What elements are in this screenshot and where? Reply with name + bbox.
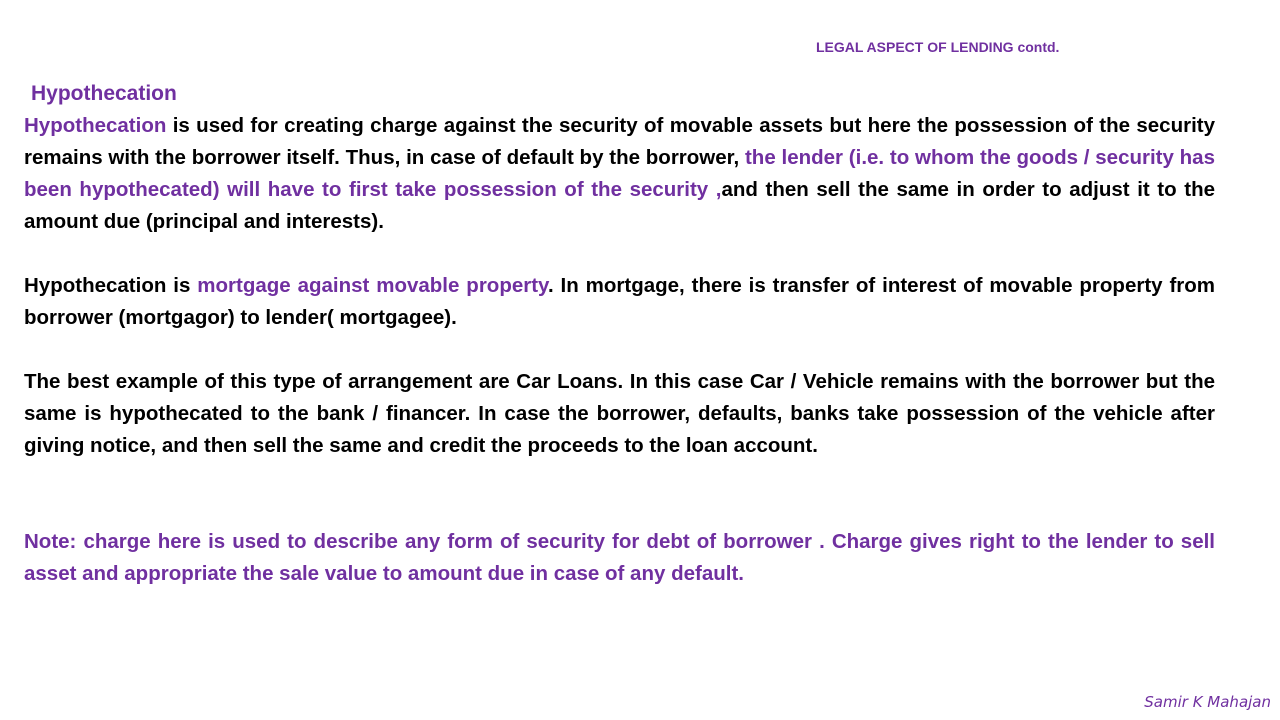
mortgage-paragraph <box>24 270 1215 334</box>
charge-note-paragraph: Note: charge here is used to describe any form of security for debt of borrower . Charge gives right to the lender to sell asset and appropriate the sale value to amount due in case of any default. <box>24 530 1215 585</box>
mortgage-text-end: . In mortgage, there is transfer of interest of movable property from borrower (mortgagor) to lender( mortgagee). <box>24 274 1215 329</box>
hypothecation-term: Hypothecation <box>24 114 167 137</box>
paragraph-spacer <box>24 462 1215 526</box>
lender-possession-highlight: the lender (i.e. to whom the goods / security has been hypothecated) will have to first take possession of the security , <box>24 146 1215 201</box>
author-signature: Samir K Mahajan <box>1144 693 1271 711</box>
paragraph-spacer <box>24 238 1215 270</box>
definition-text: is used for creating charge against the security of movable assets but here the possession of the security remains with the borrower itself. Thus, in case of default by the borrower, <box>24 114 1215 169</box>
section-heading: Hypothecation <box>31 82 177 105</box>
hypothecation-definition-paragraph <box>24 110 1215 238</box>
definition-text-end: and then sell the same in order to adjust it to the amount due (principal and interests). <box>24 178 1215 233</box>
mortgage-text: Hypothecation is <box>24 274 198 297</box>
car-loan-example-paragraph: The best example of this type of arrangement are Car Loans. In this case Car / Vehicle remains with the borrower but the same is hypothecated to the bank / financer. In case the borrower, defaults, banks take possession of the vehicle after giving notice, and then sell the same and credit the proceeds to the loan account. <box>24 370 1215 457</box>
paragraph-spacer <box>24 334 1215 366</box>
mortgage-highlight: mortgage against movable property <box>197 274 548 297</box>
slide-content <box>24 78 1215 590</box>
slide-header-title: LEGAL ASPECT OF LENDING contd. <box>816 39 1060 55</box>
